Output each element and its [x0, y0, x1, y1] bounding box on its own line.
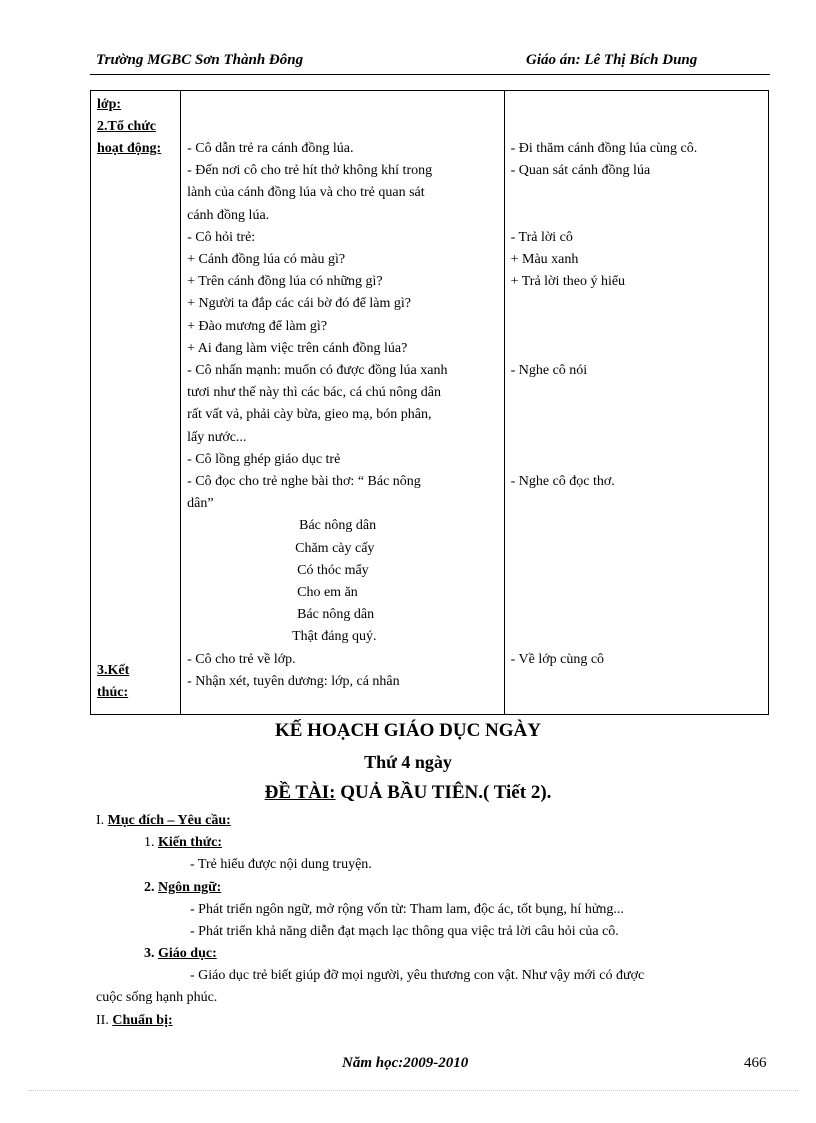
- education-text-2: cuộc sống hạnh phúc.: [96, 990, 218, 1005]
- teacher-line: - Cô cho trẻ về lớp.: [187, 651, 296, 667]
- section-label: 2.Tổ chức: [97, 119, 156, 134]
- header-school: Trường MGBC Sơn Thành Đông: [96, 52, 304, 68]
- teacher-line: + Cánh đồng lúa có màu gì?: [187, 252, 346, 268]
- child-line: - Quan sát cánh đồng lúa: [510, 163, 651, 179]
- teacher-line: - Cô nhấn mạnh: muốn có được đồng lúa xanh: [187, 363, 448, 379]
- poem-line: Có thóc mẩy: [297, 562, 369, 578]
- poem-line: Chăm cày cấy: [295, 540, 375, 556]
- poem-line: Bác nông dân: [297, 607, 375, 623]
- child-line: - Về lớp cùng cô: [510, 651, 605, 667]
- teacher-line: dân”: [187, 496, 214, 512]
- section-label: hoạt động:: [97, 141, 162, 156]
- teacher-line: - Cô dẫn trẻ ra cánh đồng lúa.: [187, 141, 354, 156]
- subsection-education: [144, 946, 217, 962]
- header-rule: [90, 74, 770, 75]
- footer-school-year: Năm học:2009-2010: [342, 1055, 469, 1071]
- page-edge-line: [28, 1090, 798, 1091]
- education-text-1: - Giáo dục trẻ biết giúp đỡ mọi người, yêu thương con vật. Như vậy mới có được: [190, 968, 645, 983]
- section-column: [91, 91, 181, 715]
- child-line: - Trả lời cô: [510, 229, 573, 245]
- teacher-line: - Nhận xét, tuyên dương: lớp, cá nhân: [187, 673, 400, 689]
- language-text-1: - Phát triển ngôn ngữ, mở rộng vốn từ: Tham lam, độc ác, tốt bụng, hí hửng...: [190, 902, 624, 917]
- teacher-line: + Ai đang làm việc trên cánh đồng lúa?: [187, 340, 408, 356]
- section-number: II.: [96, 1013, 109, 1028]
- section-label: thúc:: [97, 685, 129, 700]
- teacher-line: - Đến nơi cô cho trẻ hít thở không khí trong: [187, 163, 433, 179]
- section-title: Chuẩn bị:: [112, 1013, 173, 1028]
- poem-line: Thật đáng quý.: [292, 629, 377, 645]
- day-line: Thứ 4 ngày: [364, 752, 452, 772]
- knowledge-text: - Trẻ hiểu được nội dung truyện.: [190, 857, 372, 872]
- child-line: - Nghe cô nói: [510, 363, 588, 379]
- teacher-line: lành của cánh đồng lúa và cho trẻ quan sát: [187, 185, 425, 201]
- section-title: Mục đích – Yêu cầu:: [107, 813, 231, 828]
- header-author: Giáo án: Lê Thị Bích Dung: [526, 52, 698, 68]
- plan-title: KẾ HOẠCH GIÁO DỤC NGÀY: [274, 720, 541, 741]
- poem-line: Cho em ăn: [297, 585, 358, 601]
- section-heading-1: [96, 813, 231, 829]
- subsection-knowledge: [144, 835, 222, 851]
- teacher-line: rất vất vả, phải cày bừa, gieo mạ, bón phân,: [187, 407, 432, 423]
- teacher-activity-column: [181, 91, 504, 715]
- teacher-line: tươi như thế này thì các bác, cá chú nông dân: [187, 385, 442, 401]
- activity-table: [90, 90, 769, 715]
- subsection-title: Kiến thức:: [158, 835, 223, 850]
- teacher-line: + Trên cánh đồng lúa có những gì?: [187, 274, 383, 290]
- topic-title: QUẢ BẦU TIÊN.( Tiết 2).: [340, 782, 552, 803]
- teacher-line: lấy nước...: [187, 429, 247, 445]
- child-line: + Trả lời theo ý hiểu: [510, 274, 626, 290]
- teacher-line: - Cô lồng ghép giáo dục trẻ: [187, 451, 341, 467]
- child-line: + Màu xanh: [510, 252, 579, 268]
- teacher-line: - Cô đọc cho trẻ nghe bài thơ: “ Bác nông: [187, 474, 421, 490]
- section-heading-2: [96, 1013, 173, 1029]
- teacher-line: + Người ta đắp các cái bờ đó để làm gì?: [187, 296, 412, 312]
- language-text-2: - Phát triển khả năng diễn đạt mạch lạc thông qua việc trả lời câu hỏi của cô.: [190, 924, 619, 939]
- child-line: - Nghe cô đọc thơ.: [510, 474, 615, 490]
- child-activity-column: [504, 91, 768, 715]
- page-number: 466: [744, 1055, 767, 1071]
- poem: [187, 515, 499, 648]
- subsection-title: Giáo dục:: [158, 946, 217, 961]
- child-line: - Đi thăm cánh đồng lúa cùng cô.: [510, 141, 698, 156]
- table-row: [91, 91, 769, 715]
- topic-line: [0, 782, 816, 804]
- topic-label: ĐỀ TÀI:: [264, 782, 336, 803]
- section-label: lớp:: [97, 97, 122, 112]
- poem-line: Bác nông dân: [299, 518, 377, 534]
- section-label: 3.Kết: [97, 663, 130, 678]
- section-number: I.: [96, 813, 105, 828]
- subsection-number: 3.: [144, 946, 155, 961]
- subsection-title: Ngôn ngữ:: [158, 880, 222, 895]
- subsection-number: 2.: [144, 880, 155, 895]
- subsection-number: 1.: [144, 835, 155, 850]
- subsection-language: [144, 880, 221, 896]
- teacher-line: cánh đồng lúa.: [187, 207, 270, 223]
- teacher-line: + Đào mương để làm gì?: [187, 318, 328, 334]
- teacher-line: - Cô hỏi trẻ:: [187, 229, 256, 245]
